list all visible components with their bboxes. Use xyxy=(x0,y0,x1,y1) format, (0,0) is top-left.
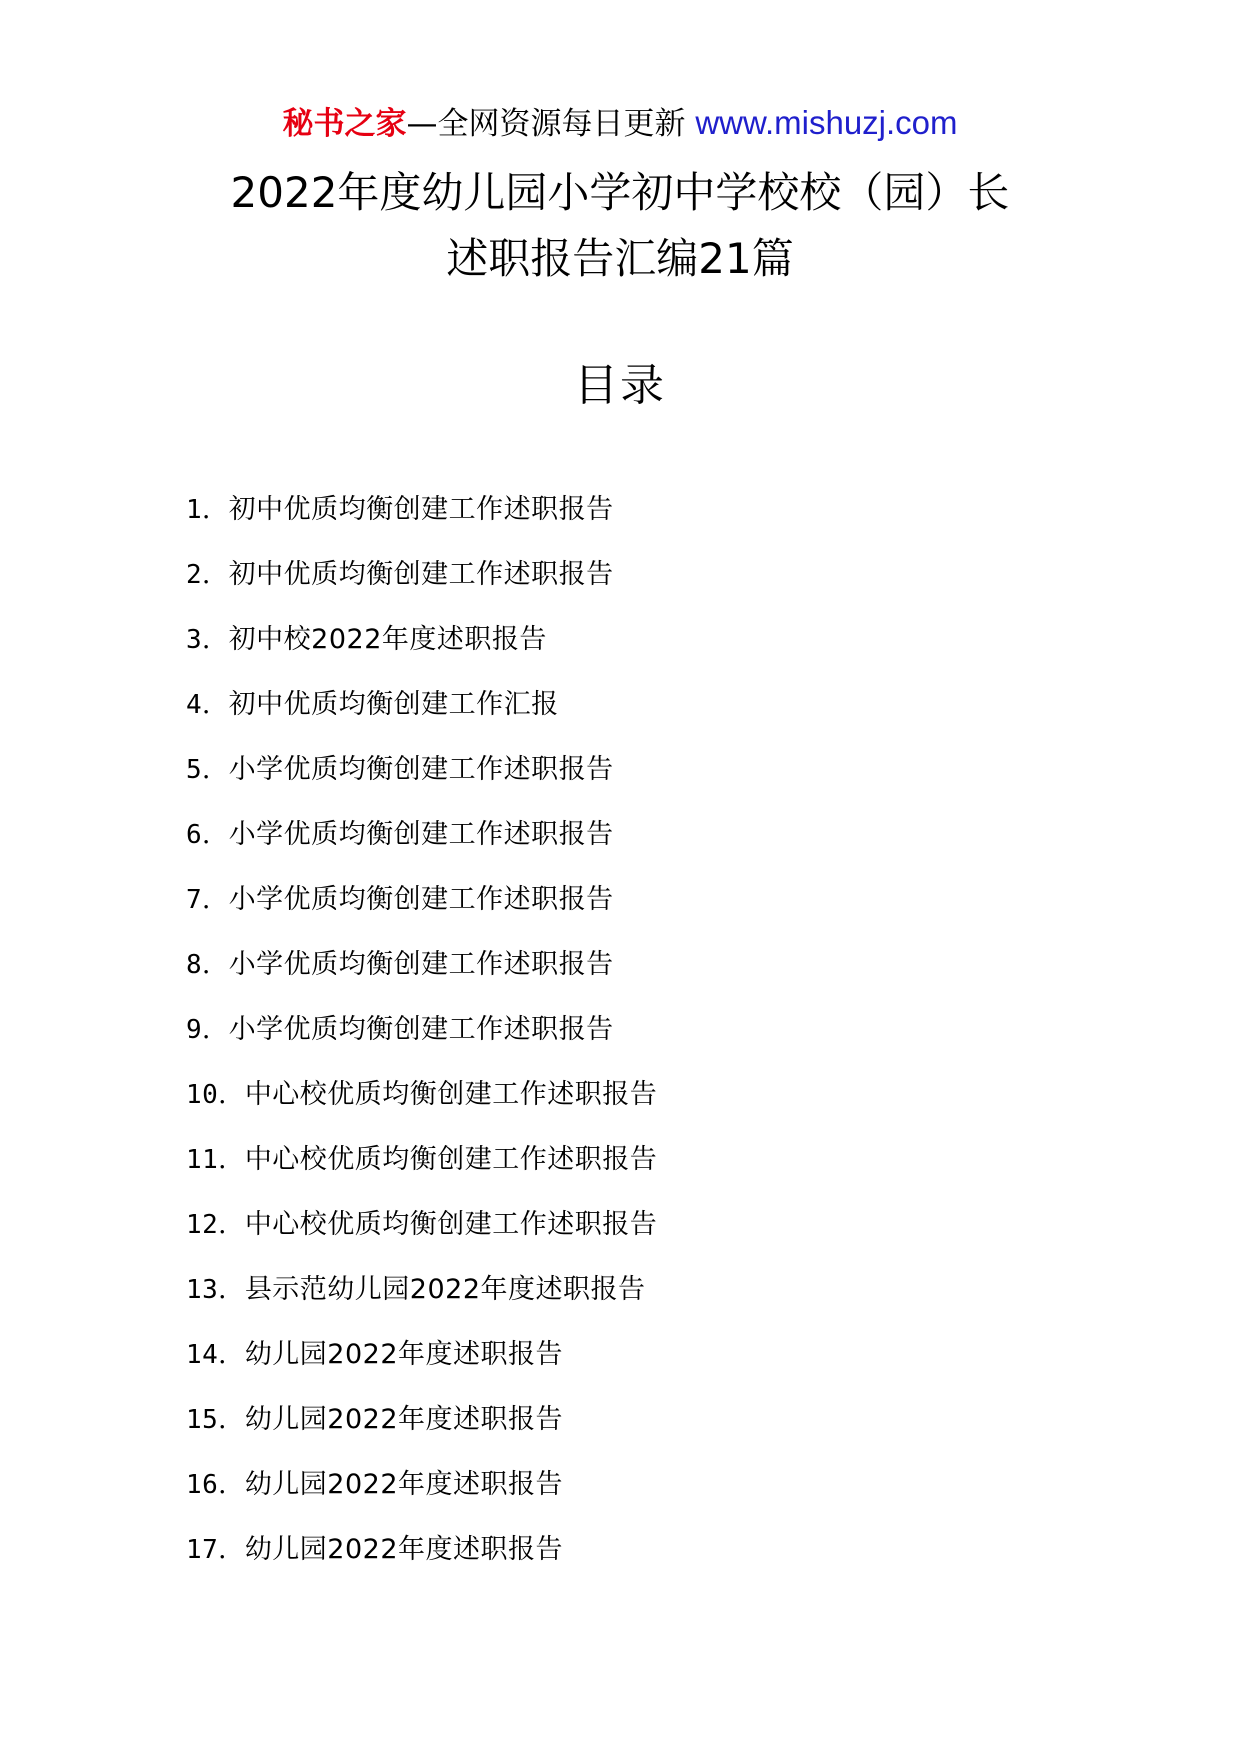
toc-item-number: 3． xyxy=(186,625,229,655)
toc-item-number: 5． xyxy=(186,755,229,785)
toc-item[interactable] xyxy=(186,1140,1086,1205)
toc-item-title: 小学优质均衡创建工作述职报告 xyxy=(228,949,614,980)
toc-item-title: 中心校优质均衡创建工作述职报告 xyxy=(244,1209,658,1240)
toc-item-number: 13． xyxy=(186,1275,245,1305)
toc-item-title: 中心校优质均衡创建工作述职报告 xyxy=(244,1079,658,1110)
toc-item[interactable] xyxy=(186,880,1086,945)
toc-item[interactable] xyxy=(186,1010,1086,1075)
toc-item[interactable] xyxy=(186,490,1086,555)
toc-item-number: 11． xyxy=(186,1145,245,1175)
toc-item-number: 2． xyxy=(186,560,229,590)
toc-item[interactable] xyxy=(186,1400,1086,1465)
toc-item-number: 9． xyxy=(186,1015,229,1045)
toc-item[interactable] xyxy=(186,815,1086,880)
toc-item-number: 6． xyxy=(186,820,229,850)
toc-item[interactable] xyxy=(186,750,1086,815)
brand-name: 秘书之家 xyxy=(282,106,407,142)
toc-item-title: 幼儿园2022年度述职报告 xyxy=(244,1404,564,1435)
toc-item[interactable] xyxy=(186,945,1086,1010)
toc-item-number: 12． xyxy=(186,1210,245,1240)
toc-item-title: 幼儿园2022年度述职报告 xyxy=(244,1469,564,1500)
toc-item[interactable] xyxy=(186,1335,1086,1400)
table-of-contents xyxy=(186,490,1086,1595)
toc-item-title: 幼儿园2022年度述职报告 xyxy=(244,1339,564,1370)
toc-item[interactable] xyxy=(186,555,1086,620)
site-banner xyxy=(0,102,1240,145)
title-line-1: 2022年度幼儿园小学初中学校校（园）长 xyxy=(230,168,1010,217)
toc-item-number: 16． xyxy=(186,1470,245,1500)
toc-heading: 目录 xyxy=(574,360,666,411)
site-url-link[interactable]: www.mishuzj.com xyxy=(695,104,958,141)
toc-item-number: 15． xyxy=(186,1405,245,1435)
banner-slogan: —全网资源每日更新 xyxy=(406,106,686,142)
toc-item-number: 4． xyxy=(186,690,229,720)
toc-item-number: 17． xyxy=(186,1535,245,1565)
title-line-2: 述职报告汇编21篇 xyxy=(446,234,794,283)
toc-item-title: 小学优质均衡创建工作述职报告 xyxy=(228,884,614,915)
toc-item-title: 初中优质均衡创建工作述职报告 xyxy=(228,559,614,590)
toc-item[interactable] xyxy=(186,1530,1086,1595)
toc-item-title: 县示范幼儿园2022年度述职报告 xyxy=(244,1274,646,1305)
toc-item-number: 14． xyxy=(186,1340,245,1370)
toc-item-title: 初中优质均衡创建工作汇报 xyxy=(228,689,559,720)
toc-item-title: 小学优质均衡创建工作述职报告 xyxy=(228,819,614,850)
toc-item-number: 1． xyxy=(186,495,229,525)
toc-item-number: 7． xyxy=(186,885,229,915)
toc-item[interactable] xyxy=(186,620,1086,685)
toc-item-title: 中心校优质均衡创建工作述职报告 xyxy=(244,1144,658,1175)
toc-item[interactable] xyxy=(186,1205,1086,1270)
toc-item-title: 初中校2022年度述职报告 xyxy=(228,624,547,655)
toc-item-title: 小学优质均衡创建工作述职报告 xyxy=(228,754,614,785)
toc-item[interactable] xyxy=(186,685,1086,750)
document-title xyxy=(0,160,1240,292)
toc-item[interactable] xyxy=(186,1465,1086,1530)
toc-item-number: 10． xyxy=(186,1080,245,1110)
toc-item[interactable] xyxy=(186,1270,1086,1335)
toc-item-title: 幼儿园2022年度述职报告 xyxy=(244,1534,564,1565)
toc-item-title: 小学优质均衡创建工作述职报告 xyxy=(228,1014,614,1045)
toc-item-number: 8． xyxy=(186,950,229,980)
toc-item-title: 初中优质均衡创建工作述职报告 xyxy=(228,494,614,525)
toc-item[interactable] xyxy=(186,1075,1086,1140)
